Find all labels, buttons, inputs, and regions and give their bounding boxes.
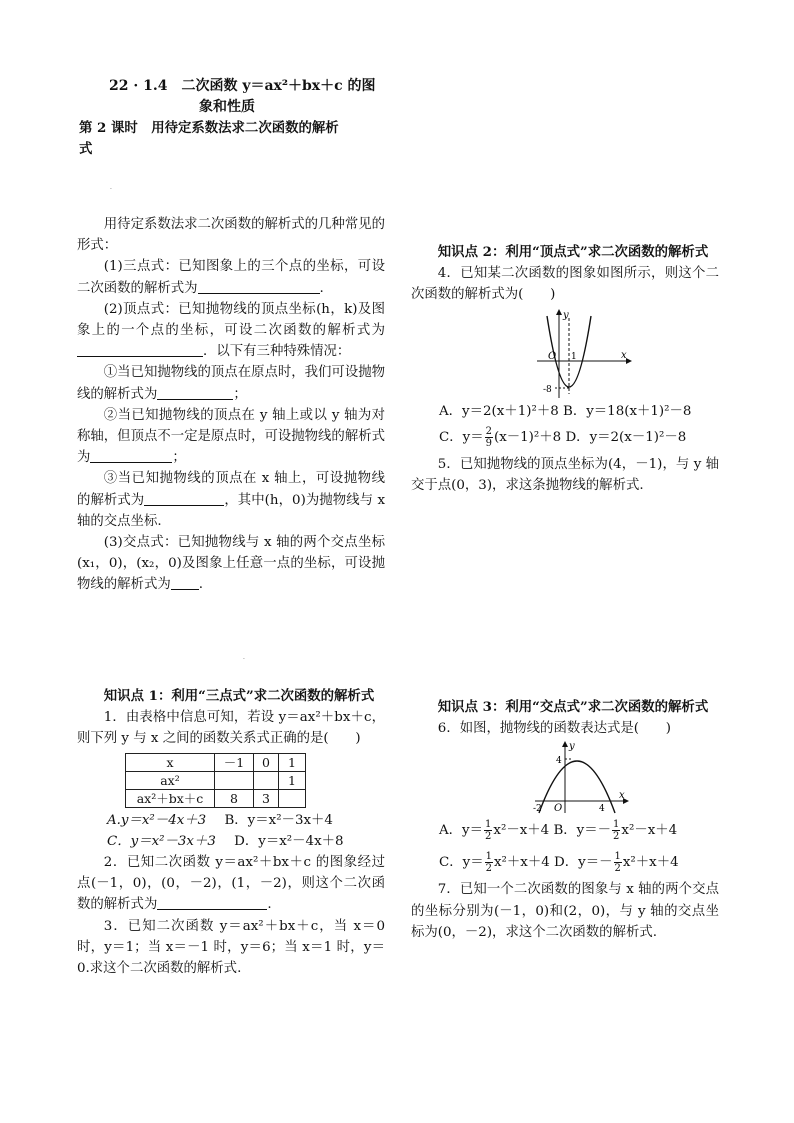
y-axis-label: y [563,309,569,321]
tick-label-neg2: -2 [533,804,542,815]
tick-label-four-x: 4 [599,804,605,815]
intercept-form [77,532,385,596]
lesson-subtitle-line1: 第 2 课时 用待定系数法求二次函数的解析 [79,120,339,136]
answer-blank[interactable] [77,342,203,357]
q1-options-row2 [77,831,385,852]
question-5: 5．已知抛物线的顶点坐标为(4，－1)，与 y 轴交于点(0，3)，求这条抛物线的解析式. [411,456,719,494]
option-prefix: B．y＝－ [553,823,612,839]
option-prefix: A．y＝ [439,823,484,839]
fraction-numerator: 1 [613,819,620,831]
table-cell: －1 [215,753,254,771]
q4-options-row1 [411,401,719,422]
x-axis-label: x [621,349,627,361]
fraction-denominator: 9 [485,437,492,449]
q4-options-row2 [411,422,719,454]
x-axis-label: x [619,790,625,802]
q1-option-d[interactable]: D．y＝x²－4x＋8 [234,833,344,849]
answer-blank[interactable] [90,448,172,463]
kp2-heading: 知识点 2：利用“顶点式”求二次函数的解析式 [437,244,709,260]
q6-options-row2 [411,847,719,879]
question-7: 7．已知一个二次函数的图象与 x 轴的两个交点的坐标分别为(－1，0)和(2，0)，与 y 轴的交点坐标为(0，－2)，求这个二次函数的解析式. [411,882,719,940]
header-block [79,76,389,160]
special-case-1 [77,362,385,404]
parabola-graph-2 [529,739,629,815]
fraction-numerator: 2 [485,425,492,437]
table-row [126,753,306,771]
option-prefix: C．y＝ [439,429,484,445]
option-suffix: (x－1)²＋8 [493,429,562,445]
q1-options-row1 [77,810,385,831]
fraction-denominator: 2 [485,863,492,875]
table-cell: 8 [215,789,254,807]
fraction-denominator: 2 [614,863,621,875]
case1-end: ； [233,386,247,402]
vertex-text: (2)顶点式：已知抛物线的顶点坐标(h，k)及图象上的一个点的坐标，可设二次函数的解析式为 [77,301,385,339]
page-title-line2: 象和性质 [199,99,255,115]
q6-option-c[interactable] [439,851,550,875]
page-speck: · [110,186,112,193]
kp1-heading: 知识点 1：利用“三点式”求二次函数的解析式 [103,688,375,704]
y-axis-label: y [569,741,575,753]
option-prefix: C．y＝ [439,855,484,871]
table-cell [215,771,254,789]
three-point-text: (1)三点式：已知图象上的三个点的坐标，可设二次函数的解析式为 [77,259,385,296]
fraction-numerator: 1 [614,851,621,863]
q1-option-b[interactable]: B．y＝x²－3x＋4 [224,812,333,828]
kp3-section [411,697,719,943]
answer-blank[interactable] [157,385,233,400]
x-axis-arrow [626,358,632,364]
origin-label: O [548,350,557,362]
question-6: 6．如图，抛物线的函数表达式是( ) [437,721,672,737]
option-suffix: x²－x＋4 [493,823,550,839]
tick-label-one: 1 [571,351,577,362]
q4-option-a[interactable]: A．y＝2(x＋1)²＋8 [439,403,559,419]
answer-blank[interactable] [157,895,267,910]
answer-blank[interactable] [198,279,320,294]
value-table [125,753,306,808]
table-row [126,789,306,807]
q6-option-b[interactable] [553,819,678,843]
table-cell [254,771,279,789]
y-axis-arrow [556,309,562,315]
case2-text: ②当已知抛物线的顶点在 y 轴上或以 y 轴为对称轴，但顶点不一定是原点时，可设抛物线的解析式为 [77,407,385,466]
question-4: 4．已知某二次函数的图象如图所示，则这个二次函数的解析式为( ) [411,266,719,303]
special-case-3 [77,468,385,532]
tick-label-four-y: 4 [556,756,562,767]
case2-end: ； [172,450,186,466]
intercept-text: (3)交点式：已知抛物线与 x 轴的两个交点坐标(x₁，0)，(x₂，0)及图象上任意一点的坐标，可设抛物线的解析式为 [77,535,385,593]
option-suffix: x²＋x＋4 [622,855,679,871]
case1-text: ①当已知抛物线的顶点在原点时，我们可设抛物线的解析式为 [77,365,385,402]
fraction [614,851,622,874]
vertex-end: ．以下有三种特殊情况： [203,344,351,360]
table-cell: ax²＋bx＋c [126,789,215,807]
question-3: 3．已知二次函数 y＝ax²＋bx＋c，当 x＝0 时，y＝1；当 x＝－1 时，y＝6；当 x＝1 时，y＝0.求这个二次函数的解析式. [77,918,385,977]
fraction-numerator: 1 [485,851,492,863]
option-prefix: D．y＝－ [554,855,613,871]
three-point-form [77,256,385,298]
intro-section [77,214,385,596]
y-axis-arrow [562,741,568,747]
q1-option-c[interactable]: C．y＝x²－3x＋3 [107,833,216,849]
answer-blank[interactable] [171,575,199,590]
three-point-end: . [319,280,324,296]
fraction [612,819,620,842]
question-2 [77,852,385,916]
case3-end: ，其中(h，0)为抛物线与 x 轴的交点坐标. [77,492,385,529]
origin-label: O [554,803,563,815]
parabola-graph-1 [533,308,633,400]
q4-graph [411,306,719,398]
answer-blank[interactable] [144,491,224,506]
q6-options-row1 [411,815,719,847]
table-cell: ax² [126,771,215,789]
q2-end: . [267,897,272,913]
fraction [485,426,493,449]
case3-text: ③当已知抛物线的顶点在 x 轴上，可设抛物线的解析式为 [77,471,385,508]
kp2-section [411,242,719,496]
fraction [484,819,492,842]
q4-option-c[interactable] [439,425,562,449]
q6-option-d[interactable] [554,851,679,875]
page-title-line1: 22 · 1.4 二次函数 y＝ax²＋bx＋c 的图 [109,78,376,94]
intercept-end: . [198,577,203,593]
fraction [485,851,493,874]
fraction-denominator: 2 [485,831,492,843]
question-1: 1．由表格中信息可知，若设 y＝ax²＋bx＋c，则下列 y 与 x 之间的函数关系式正确的是( ) [77,710,385,747]
q4-option-b[interactable]: B．y＝18(x＋1)²－8 [563,403,692,419]
table-cell [279,789,306,807]
option-suffix: x²－x＋4 [621,823,678,839]
table-cell: 3 [254,789,279,807]
fraction-numerator: 1 [485,819,492,831]
table-row [126,771,306,789]
kp1-section [77,686,385,979]
fraction-denominator: 2 [613,831,620,843]
q2-text: 2．已知二次函数 y＝ax²＋bx＋c 的图象经过点(－1，0)，(0，－2)，(1，－2)，则这个二次函数的解析式为 [77,855,385,913]
q4-option-d[interactable]: D．y＝2(x－1)²－8 [565,429,687,445]
kp3-heading: 知识点 3：利用“交点式”求二次函数的解析式 [437,699,709,715]
q6-option-a[interactable] [439,819,550,843]
page-speck: · [243,656,245,663]
q6-graph [411,739,719,815]
table-cell: 0 [254,753,279,771]
tick-label-neg8: -8 [543,384,552,395]
intro-lead: 用待定系数法求二次函数的解析式的几种常见的形式： [77,217,385,254]
table-cell: x [126,753,215,771]
special-case-2 [77,405,385,469]
table-cell: 1 [279,771,306,789]
q1-option-a[interactable]: A.y＝x²－4x＋3 [107,812,207,828]
table-cell: 1 [279,753,306,771]
lesson-subtitle-line2: 式 [79,141,93,157]
option-suffix: x²＋x＋4 [493,855,550,871]
vertex-form [77,299,385,363]
